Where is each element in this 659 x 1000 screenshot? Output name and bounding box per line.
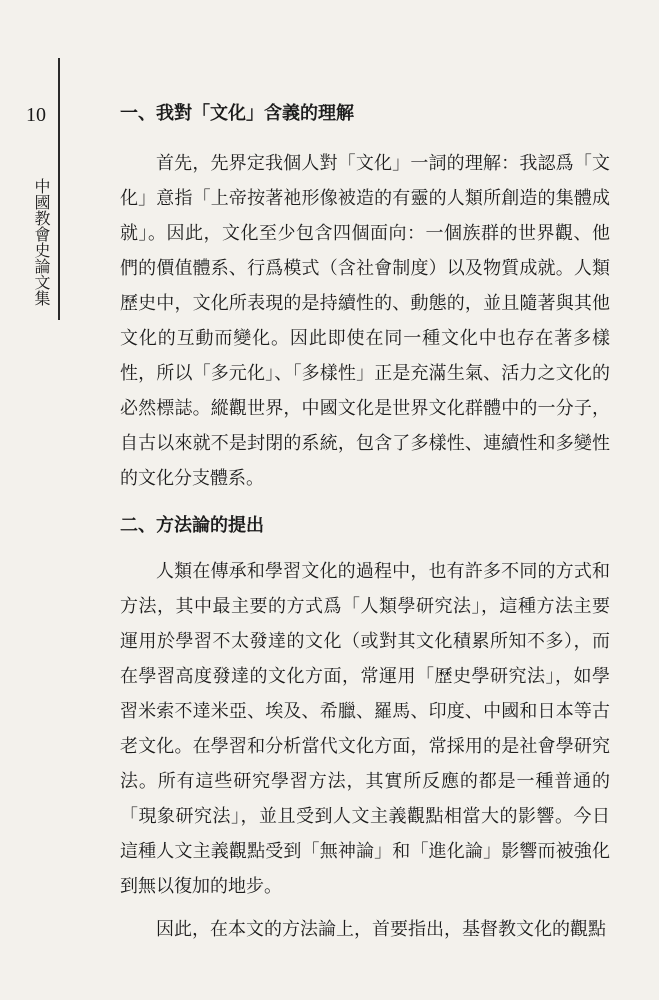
paragraph-methodology: 人類在傳承和學習文化的過程中，也有許多不同的方式和方法，其中最主要的方式爲「人類學研究法」，這種方法主要運用於學習不太發達的文化（或對其文化積累所知不多），而在學習高度發達的文化方面，常運用「歷史學研究法」，如學習米索不達米亞、埃及、希臘、羅馬、印度、中國和日本等古老文化。在學習和分析當代文化方面，常採用的是社會學研究法。所有這些研究學習方法，其實所反應的都是一種普通的「現象研究法」，並且受到人文主義觀點相當大的影響。今日這種人文主義觀點受到「無神論」和「進化論」影響而被強化到無以復加的地步。 bbox=[120, 561, 610, 897]
section-heading-culture: 一、我對「文化」含義的理解 bbox=[120, 103, 354, 124]
paragraph-methodology-continued: 因此，在本文的方法論上，首要指出，基督教文化的觀點 bbox=[156, 919, 606, 940]
margin-rule bbox=[58, 58, 60, 320]
section-heading-methodology: 二、方法論的提出 bbox=[120, 515, 264, 536]
paragraph-culture-definition: 首先，先界定我個人對「文化」一詞的理解：我認爲「文化」意指「上帝按著祂形像被造的有靈的人類所創造的集體成就」。因此，文化至少包含四個面向：一個族群的世界觀、他們的價值體系、行爲模式（含社會制度）以及物質成就。人類歷史中，文化所表現的是持續性的、動態的，並且隨著與其他文化的互動而變化。因此即使在同一種文化中也存在著多樣性，所以「多元化」、「多樣性」正是充滿生氣、活力之文化的必然標誌。縱觀世界，中國文化是世界文化群體中的一分子，自古以來就不是封閉的系統，包含了多樣性、連續性和多變性的文化分支體系。 bbox=[120, 153, 610, 489]
page-number: 10 bbox=[26, 104, 46, 126]
running-title: 中國教會史論文集 bbox=[32, 178, 51, 306]
page-body bbox=[120, 100, 610, 947]
